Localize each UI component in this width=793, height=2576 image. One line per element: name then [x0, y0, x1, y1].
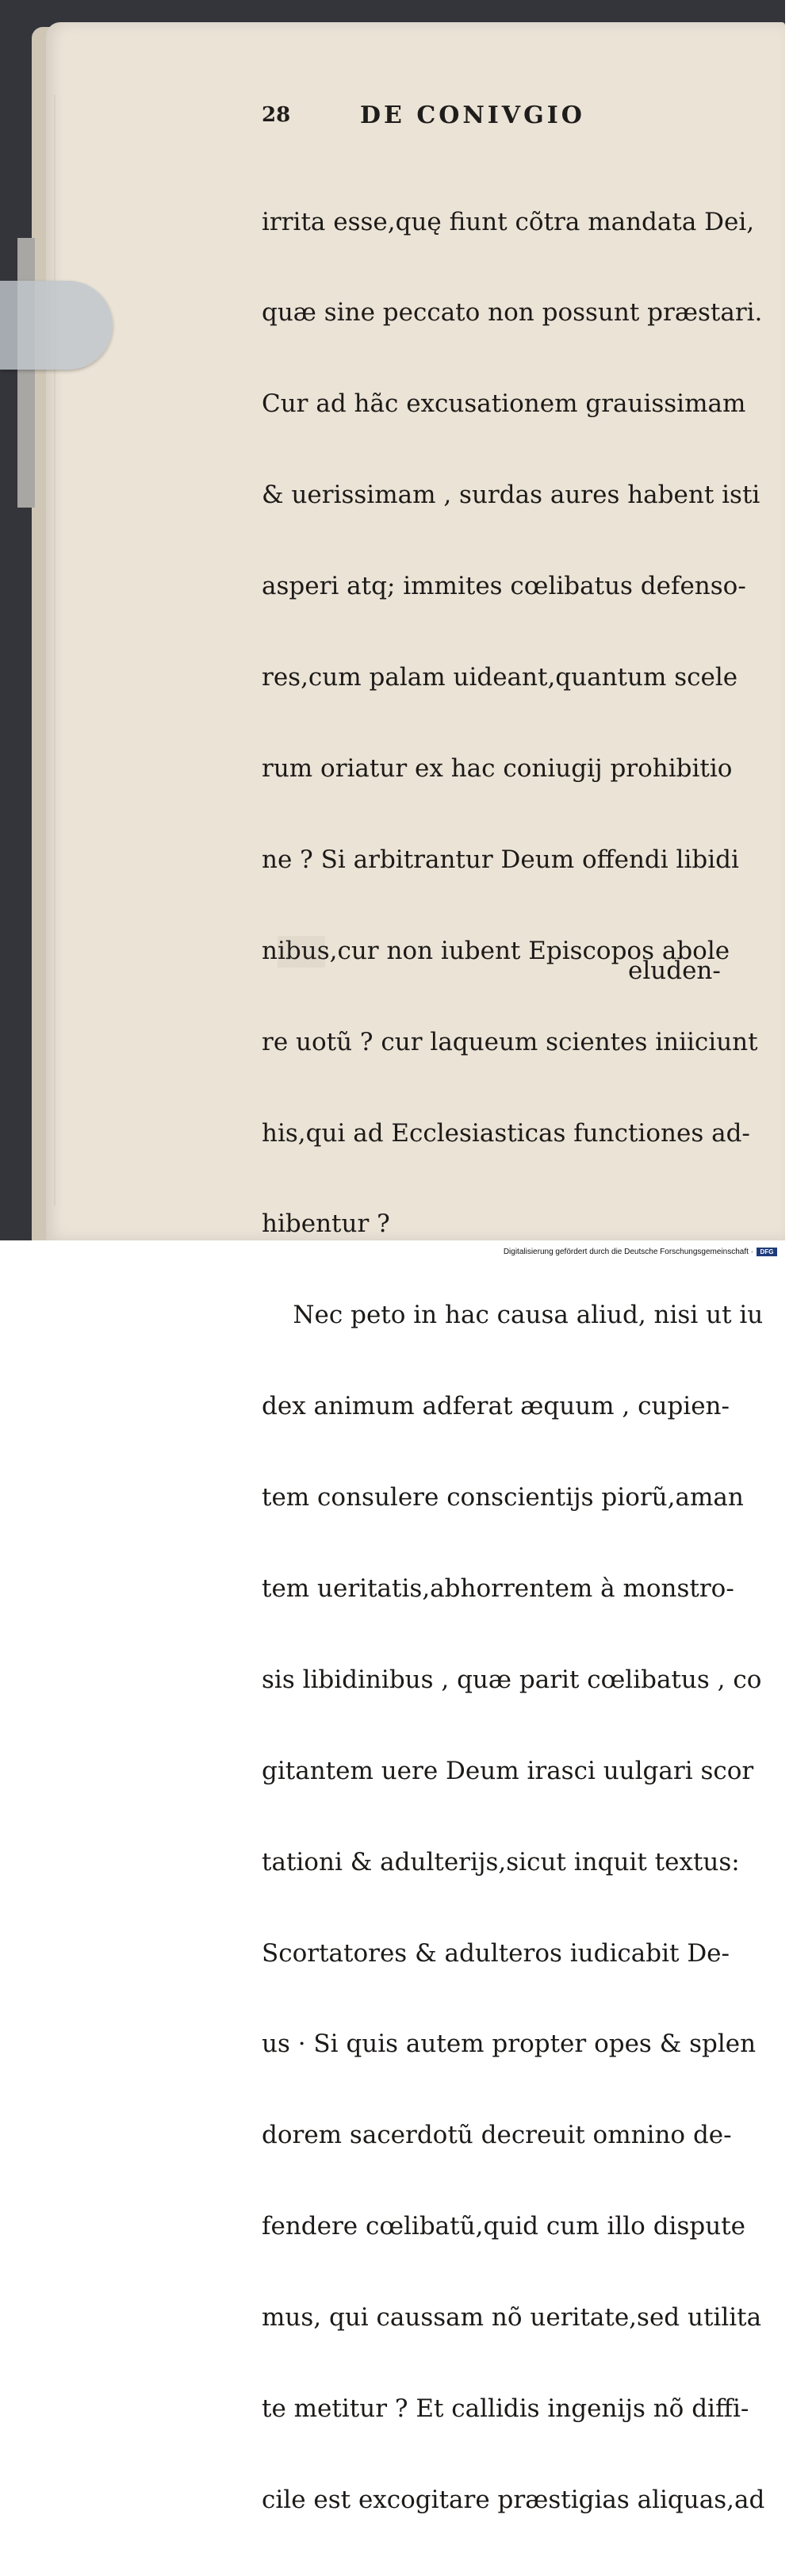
text-line: tationi & adulterijs,sicut inquit textus: [262, 1847, 740, 1876]
running-head [262, 98, 611, 133]
show-through-mark [278, 936, 325, 968]
text-line: ne ? Si arbitrantur Deum offendi libidi [262, 845, 739, 874]
text-line: sis libidinibus , quæ parit cœlibatus , co [262, 1665, 762, 1694]
text-line: us · Si quis autem propter opes & splen [262, 2030, 757, 2059]
text-line: fendere cœlibatũ,quid cum illo dispute [262, 2212, 745, 2241]
text-line: nibus,cur non iubent Episcopos abole [262, 936, 730, 965]
text-line: res,cum palam uideant,quantum scele [262, 663, 738, 692]
text-line: Nec peto in hac causa aliud, nisi ut iu [262, 1301, 764, 1330]
text-line: re uotũ ? cur laqueum scientes iniiciunt [262, 1027, 758, 1056]
bookmark-tab [0, 281, 113, 370]
body-text [262, 146, 765, 2576]
text-line: cile est excogitare præstigias aliquas,ad [262, 2485, 765, 2514]
bookmark-strip [17, 238, 35, 508]
text-line: tem consulere conscientijs piorũ,aman [262, 1483, 744, 1512]
text-line: dorem sacerdotũ decreuit omnino de- [262, 2121, 732, 2150]
text-line: rum oriatur ex hac coniugij prohibitio [262, 753, 733, 783]
text-line: tem ueritatis,abhorrentem à monstro- [262, 1574, 734, 1603]
text-line: te metitur ? Et callidis ingenijs nõ diffi- [262, 2394, 749, 2423]
text-line: quæ sine peccato non possunt præstari. [262, 298, 763, 328]
text-line: Cur ad hãc excusationem grauissimam [262, 389, 746, 419]
text-line: mus, qui caussam nõ ueritate,sed utilita [262, 2303, 762, 2333]
running-head-title: DE CONIVGIO [360, 102, 585, 129]
text-line: & uerissimam , surdas aures habent isti [262, 481, 760, 510]
text-line: Scortatores & adulteros iudicabit De- [262, 1938, 730, 1968]
text-line: gitantem uere Deum irasci uulgari scor [262, 1756, 754, 1785]
text-line: his,qui ad Ecclesiasticas functiones ad- [262, 1118, 750, 1148]
text-line: dex animum adferat æquum , cupien- [262, 1392, 730, 1421]
page-number: 28 [262, 103, 291, 127]
text-line: irrita esse,quę fiunt cõtra mandata Dei, [262, 207, 755, 236]
catchword: eluden- [628, 956, 721, 985]
dfg-logo: DFG [757, 1248, 777, 1256]
footer-credit: Digitalisierung gefördert durch die Deutsche Forschungsgemeinschaft · [503, 1248, 753, 1256]
text-line: hibentur ? [262, 1209, 390, 1239]
text-line: asperi atq; immites cœlibatus defenso- [262, 572, 746, 601]
page-fold-shadow [54, 95, 56, 1206]
